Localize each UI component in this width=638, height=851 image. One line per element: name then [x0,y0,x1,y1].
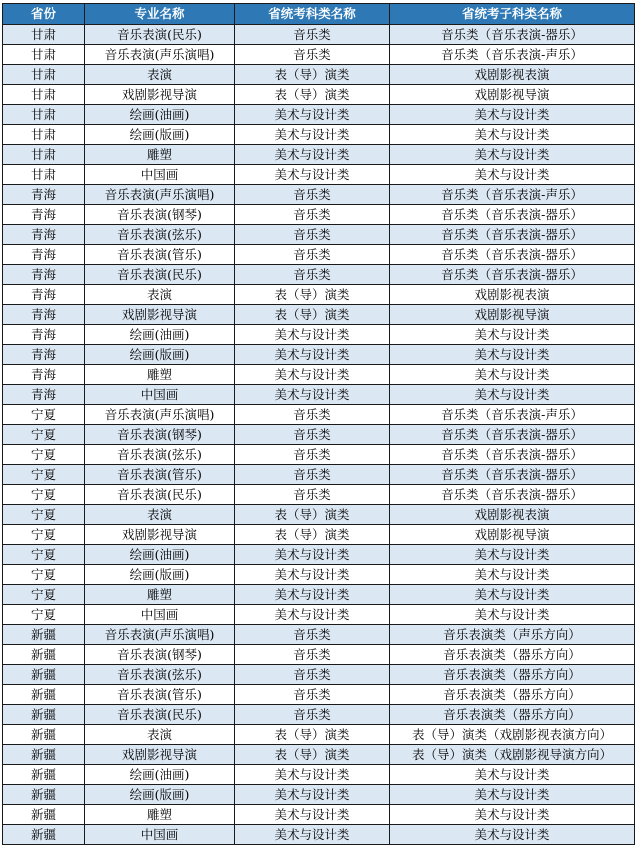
cell-province: 宁夏 [3,585,85,605]
table-row [3,505,635,525]
cell-exam-subcategory: 音乐表演类（器乐方向） [390,665,635,685]
cell-exam-subcategory: 美术与设计类 [390,325,635,345]
cell-exam-category: 音乐类 [235,185,390,205]
cell-exam-category: 音乐类 [235,705,390,725]
cell-exam-subcategory: 音乐类（音乐表演-器乐） [390,445,635,465]
cell-exam-subcategory: 音乐类（音乐表演-声乐） [390,405,635,425]
table-row [3,285,635,305]
cell-exam-category: 表（导）演类 [235,745,390,765]
cell-province: 甘肃 [3,125,85,145]
cell-major-name: 雕塑 [85,145,235,165]
cell-exam-category: 美术与设计类 [235,365,390,385]
cell-province: 青海 [3,385,85,405]
cell-exam-subcategory: 戏剧影视导演 [390,305,635,325]
cell-province: 宁夏 [3,605,85,625]
cell-exam-category: 美术与设计类 [235,105,390,125]
cell-exam-subcategory: 音乐表演类（器乐方向） [390,685,635,705]
cell-province: 青海 [3,225,85,245]
cell-major-name: 音乐表演(钢琴) [85,425,235,445]
table-row [3,385,635,405]
cell-province: 青海 [3,185,85,205]
cell-major-name: 绘画(版画) [85,565,235,585]
table-row [3,25,635,45]
cell-major-name: 绘画(油画) [85,325,235,345]
cell-major-name: 音乐表演(钢琴) [85,645,235,665]
cell-province: 宁夏 [3,525,85,545]
cell-exam-subcategory: 美术与设计类 [390,565,635,585]
cell-exam-subcategory: 表（导）演类（戏剧影视表演方向） [390,725,635,745]
cell-exam-subcategory: 表（导）演类（戏剧影视导演方向） [390,745,635,765]
cell-province: 宁夏 [3,505,85,525]
cell-major-name: 音乐表演(民乐) [85,25,235,45]
cell-exam-category: 音乐类 [235,405,390,425]
table-row [3,745,635,765]
cell-province: 青海 [3,245,85,265]
cell-major-name: 音乐表演(声乐演唱) [85,625,235,645]
table-row [3,545,635,565]
cell-exam-subcategory: 戏剧影视表演 [390,285,635,305]
cell-exam-category: 美术与设计类 [235,145,390,165]
cell-province: 宁夏 [3,545,85,565]
table-row [3,685,635,705]
cell-exam-subcategory: 音乐类（音乐表演-声乐） [390,45,635,65]
table-row [3,785,635,805]
table-row [3,105,635,125]
cell-exam-subcategory: 美术与设计类 [390,545,635,565]
cell-exam-category: 音乐类 [235,445,390,465]
table-row [3,485,635,505]
cell-province: 新疆 [3,625,85,645]
table-row [3,665,635,685]
major-category-table [2,3,635,845]
cell-province: 新疆 [3,825,85,845]
cell-province: 宁夏 [3,565,85,585]
cell-exam-subcategory: 音乐类（音乐表演-器乐） [390,485,635,505]
cell-province: 青海 [3,265,85,285]
cell-exam-subcategory: 音乐表演类（声乐方向） [390,625,635,645]
cell-exam-category: 音乐类 [235,665,390,685]
cell-major-name: 中国画 [85,605,235,625]
table-row [3,425,635,445]
table-row [3,805,635,825]
cell-province: 青海 [3,205,85,225]
cell-province: 新疆 [3,785,85,805]
header-exam-category: 省统考科类名称 [235,4,390,25]
table-row [3,185,635,205]
cell-major-name: 绘画(版画) [85,125,235,145]
cell-major-name: 音乐表演(声乐演唱) [85,185,235,205]
cell-province: 新疆 [3,805,85,825]
table-row [3,205,635,225]
table-row [3,345,635,365]
cell-major-name: 中国画 [85,165,235,185]
cell-exam-category: 美术与设计类 [235,325,390,345]
cell-major-name: 音乐表演(民乐) [85,265,235,285]
cell-exam-subcategory: 美术与设计类 [390,145,635,165]
cell-exam-subcategory: 音乐表演类（器乐方向） [390,705,635,725]
cell-exam-category: 美术与设计类 [235,385,390,405]
table-container [2,3,634,845]
cell-major-name: 绘画(油画) [85,545,235,565]
table-row [3,85,635,105]
table-row [3,825,635,845]
cell-exam-category: 音乐类 [235,465,390,485]
table-row [3,645,635,665]
cell-major-name: 音乐表演(钢琴) [85,205,235,225]
cell-major-name: 绘画(油画) [85,105,235,125]
cell-province: 宁夏 [3,425,85,445]
cell-major-name: 音乐表演(管乐) [85,685,235,705]
cell-exam-subcategory: 美术与设计类 [390,345,635,365]
cell-province: 甘肃 [3,25,85,45]
cell-province: 宁夏 [3,405,85,425]
cell-major-name: 中国画 [85,825,235,845]
cell-exam-category: 美术与设计类 [235,785,390,805]
cell-major-name: 音乐表演(弦乐) [85,445,235,465]
table-body [3,25,635,845]
cell-province: 新疆 [3,765,85,785]
cell-major-name: 音乐表演(管乐) [85,245,235,265]
cell-exam-category: 音乐类 [235,225,390,245]
cell-province: 甘肃 [3,105,85,125]
cell-exam-subcategory: 美术与设计类 [390,585,635,605]
cell-major-name: 音乐表演(民乐) [85,485,235,505]
cell-exam-category: 美术与设计类 [235,605,390,625]
cell-exam-subcategory: 美术与设计类 [390,785,635,805]
cell-major-name: 音乐表演(声乐演唱) [85,45,235,65]
table-row [3,605,635,625]
cell-exam-subcategory: 音乐类（音乐表演-器乐） [390,425,635,445]
cell-exam-category: 音乐类 [235,685,390,705]
cell-exam-category: 表（导）演类 [235,505,390,525]
cell-major-name: 绘画(版画) [85,785,235,805]
cell-exam-subcategory: 美术与设计类 [390,165,635,185]
cell-exam-subcategory: 美术与设计类 [390,765,635,785]
cell-major-name: 中国画 [85,385,235,405]
cell-province: 新疆 [3,665,85,685]
table-row [3,65,635,85]
cell-exam-category: 美术与设计类 [235,125,390,145]
cell-major-name: 表演 [85,285,235,305]
cell-exam-subcategory: 美术与设计类 [390,365,635,385]
cell-exam-subcategory: 美术与设计类 [390,105,635,125]
cell-major-name: 音乐表演(声乐演唱) [85,405,235,425]
table-row [3,305,635,325]
table-row [3,525,635,545]
cell-exam-category: 美术与设计类 [235,585,390,605]
cell-exam-category: 美术与设计类 [235,345,390,365]
cell-exam-subcategory: 戏剧影视表演 [390,505,635,525]
table-row [3,325,635,345]
header-exam-subcategory: 省统考子科类名称 [390,4,635,25]
cell-exam-subcategory: 音乐类（音乐表演-器乐） [390,245,635,265]
table-row [3,165,635,185]
table-row [3,585,635,605]
cell-province: 甘肃 [3,165,85,185]
cell-exam-subcategory: 美术与设计类 [390,385,635,405]
cell-exam-subcategory: 音乐类（音乐表演-器乐） [390,265,635,285]
table-row [3,145,635,165]
cell-exam-subcategory: 音乐类（音乐表演-器乐） [390,25,635,45]
table-row [3,625,635,645]
table-row [3,45,635,65]
cell-province: 青海 [3,305,85,325]
cell-major-name: 雕塑 [85,585,235,605]
cell-exam-category: 音乐类 [235,485,390,505]
cell-exam-category: 美术与设计类 [235,565,390,585]
cell-major-name: 戏剧影视导演 [85,745,235,765]
cell-major-name: 雕塑 [85,805,235,825]
cell-province: 宁夏 [3,465,85,485]
cell-province: 甘肃 [3,85,85,105]
cell-exam-category: 美术与设计类 [235,165,390,185]
cell-province: 新疆 [3,725,85,745]
cell-province: 宁夏 [3,485,85,505]
cell-exam-category: 表（导）演类 [235,525,390,545]
cell-exam-category: 音乐类 [235,625,390,645]
table-row [3,365,635,385]
table-row [3,125,635,145]
cell-exam-subcategory: 音乐类（音乐表演-声乐） [390,185,635,205]
cell-major-name: 戏剧影视导演 [85,85,235,105]
cell-province: 新疆 [3,645,85,665]
cell-exam-category: 音乐类 [235,25,390,45]
cell-exam-category: 音乐类 [235,425,390,445]
cell-major-name: 雕塑 [85,365,235,385]
cell-exam-subcategory: 美术与设计类 [390,825,635,845]
cell-province: 新疆 [3,685,85,705]
cell-province: 青海 [3,365,85,385]
cell-major-name: 表演 [85,505,235,525]
cell-major-name: 音乐表演(民乐) [85,705,235,725]
cell-province: 青海 [3,285,85,305]
cell-exam-category: 音乐类 [235,265,390,285]
cell-exam-subcategory: 音乐类（音乐表演-器乐） [390,205,635,225]
table-row [3,245,635,265]
cell-exam-subcategory: 美术与设计类 [390,605,635,625]
table-row [3,725,635,745]
cell-exam-category: 音乐类 [235,245,390,265]
cell-exam-category: 美术与设计类 [235,765,390,785]
cell-major-name: 音乐表演(管乐) [85,465,235,485]
cell-major-name: 戏剧影视导演 [85,305,235,325]
cell-exam-category: 表（导）演类 [235,305,390,325]
cell-major-name: 绘画(油画) [85,765,235,785]
cell-exam-subcategory: 戏剧影视导演 [390,525,635,545]
table-row [3,465,635,485]
cell-exam-category: 美术与设计类 [235,545,390,565]
cell-major-name: 戏剧影视导演 [85,525,235,545]
table-row [3,225,635,245]
cell-exam-subcategory: 美术与设计类 [390,125,635,145]
header-province: 省份 [3,4,85,25]
table-row [3,445,635,465]
cell-exam-category: 表（导）演类 [235,85,390,105]
cell-exam-category: 表（导）演类 [235,285,390,305]
cell-province: 新疆 [3,705,85,725]
table-row [3,765,635,785]
cell-province: 宁夏 [3,445,85,465]
cell-province: 甘肃 [3,65,85,85]
cell-exam-category: 表（导）演类 [235,725,390,745]
cell-exam-category: 美术与设计类 [235,825,390,845]
cell-exam-subcategory: 戏剧影视表演 [390,65,635,85]
table-row [3,705,635,725]
cell-exam-subcategory: 戏剧影视导演 [390,85,635,105]
cell-province: 青海 [3,325,85,345]
cell-exam-category: 音乐类 [235,45,390,65]
cell-exam-subcategory: 美术与设计类 [390,805,635,825]
cell-exam-category: 表（导）演类 [235,65,390,85]
cell-province: 青海 [3,345,85,365]
cell-province: 新疆 [3,745,85,765]
cell-exam-category: 音乐类 [235,205,390,225]
cell-exam-category: 美术与设计类 [235,805,390,825]
cell-major-name: 表演 [85,725,235,745]
cell-province: 甘肃 [3,145,85,165]
table-row [3,565,635,585]
table-row [3,265,635,285]
header-row [3,4,635,25]
table-row [3,405,635,425]
cell-major-name: 绘画(版画) [85,345,235,365]
cell-major-name: 表演 [85,65,235,85]
cell-exam-subcategory: 音乐类（音乐表演-器乐） [390,225,635,245]
cell-province: 甘肃 [3,45,85,65]
cell-exam-category: 音乐类 [235,645,390,665]
cell-exam-subcategory: 音乐类（音乐表演-器乐） [390,465,635,485]
cell-exam-subcategory: 音乐表演类（器乐方向） [390,645,635,665]
cell-major-name: 音乐表演(弦乐) [85,665,235,685]
header-major-name: 专业名称 [85,4,235,25]
cell-major-name: 音乐表演(弦乐) [85,225,235,245]
